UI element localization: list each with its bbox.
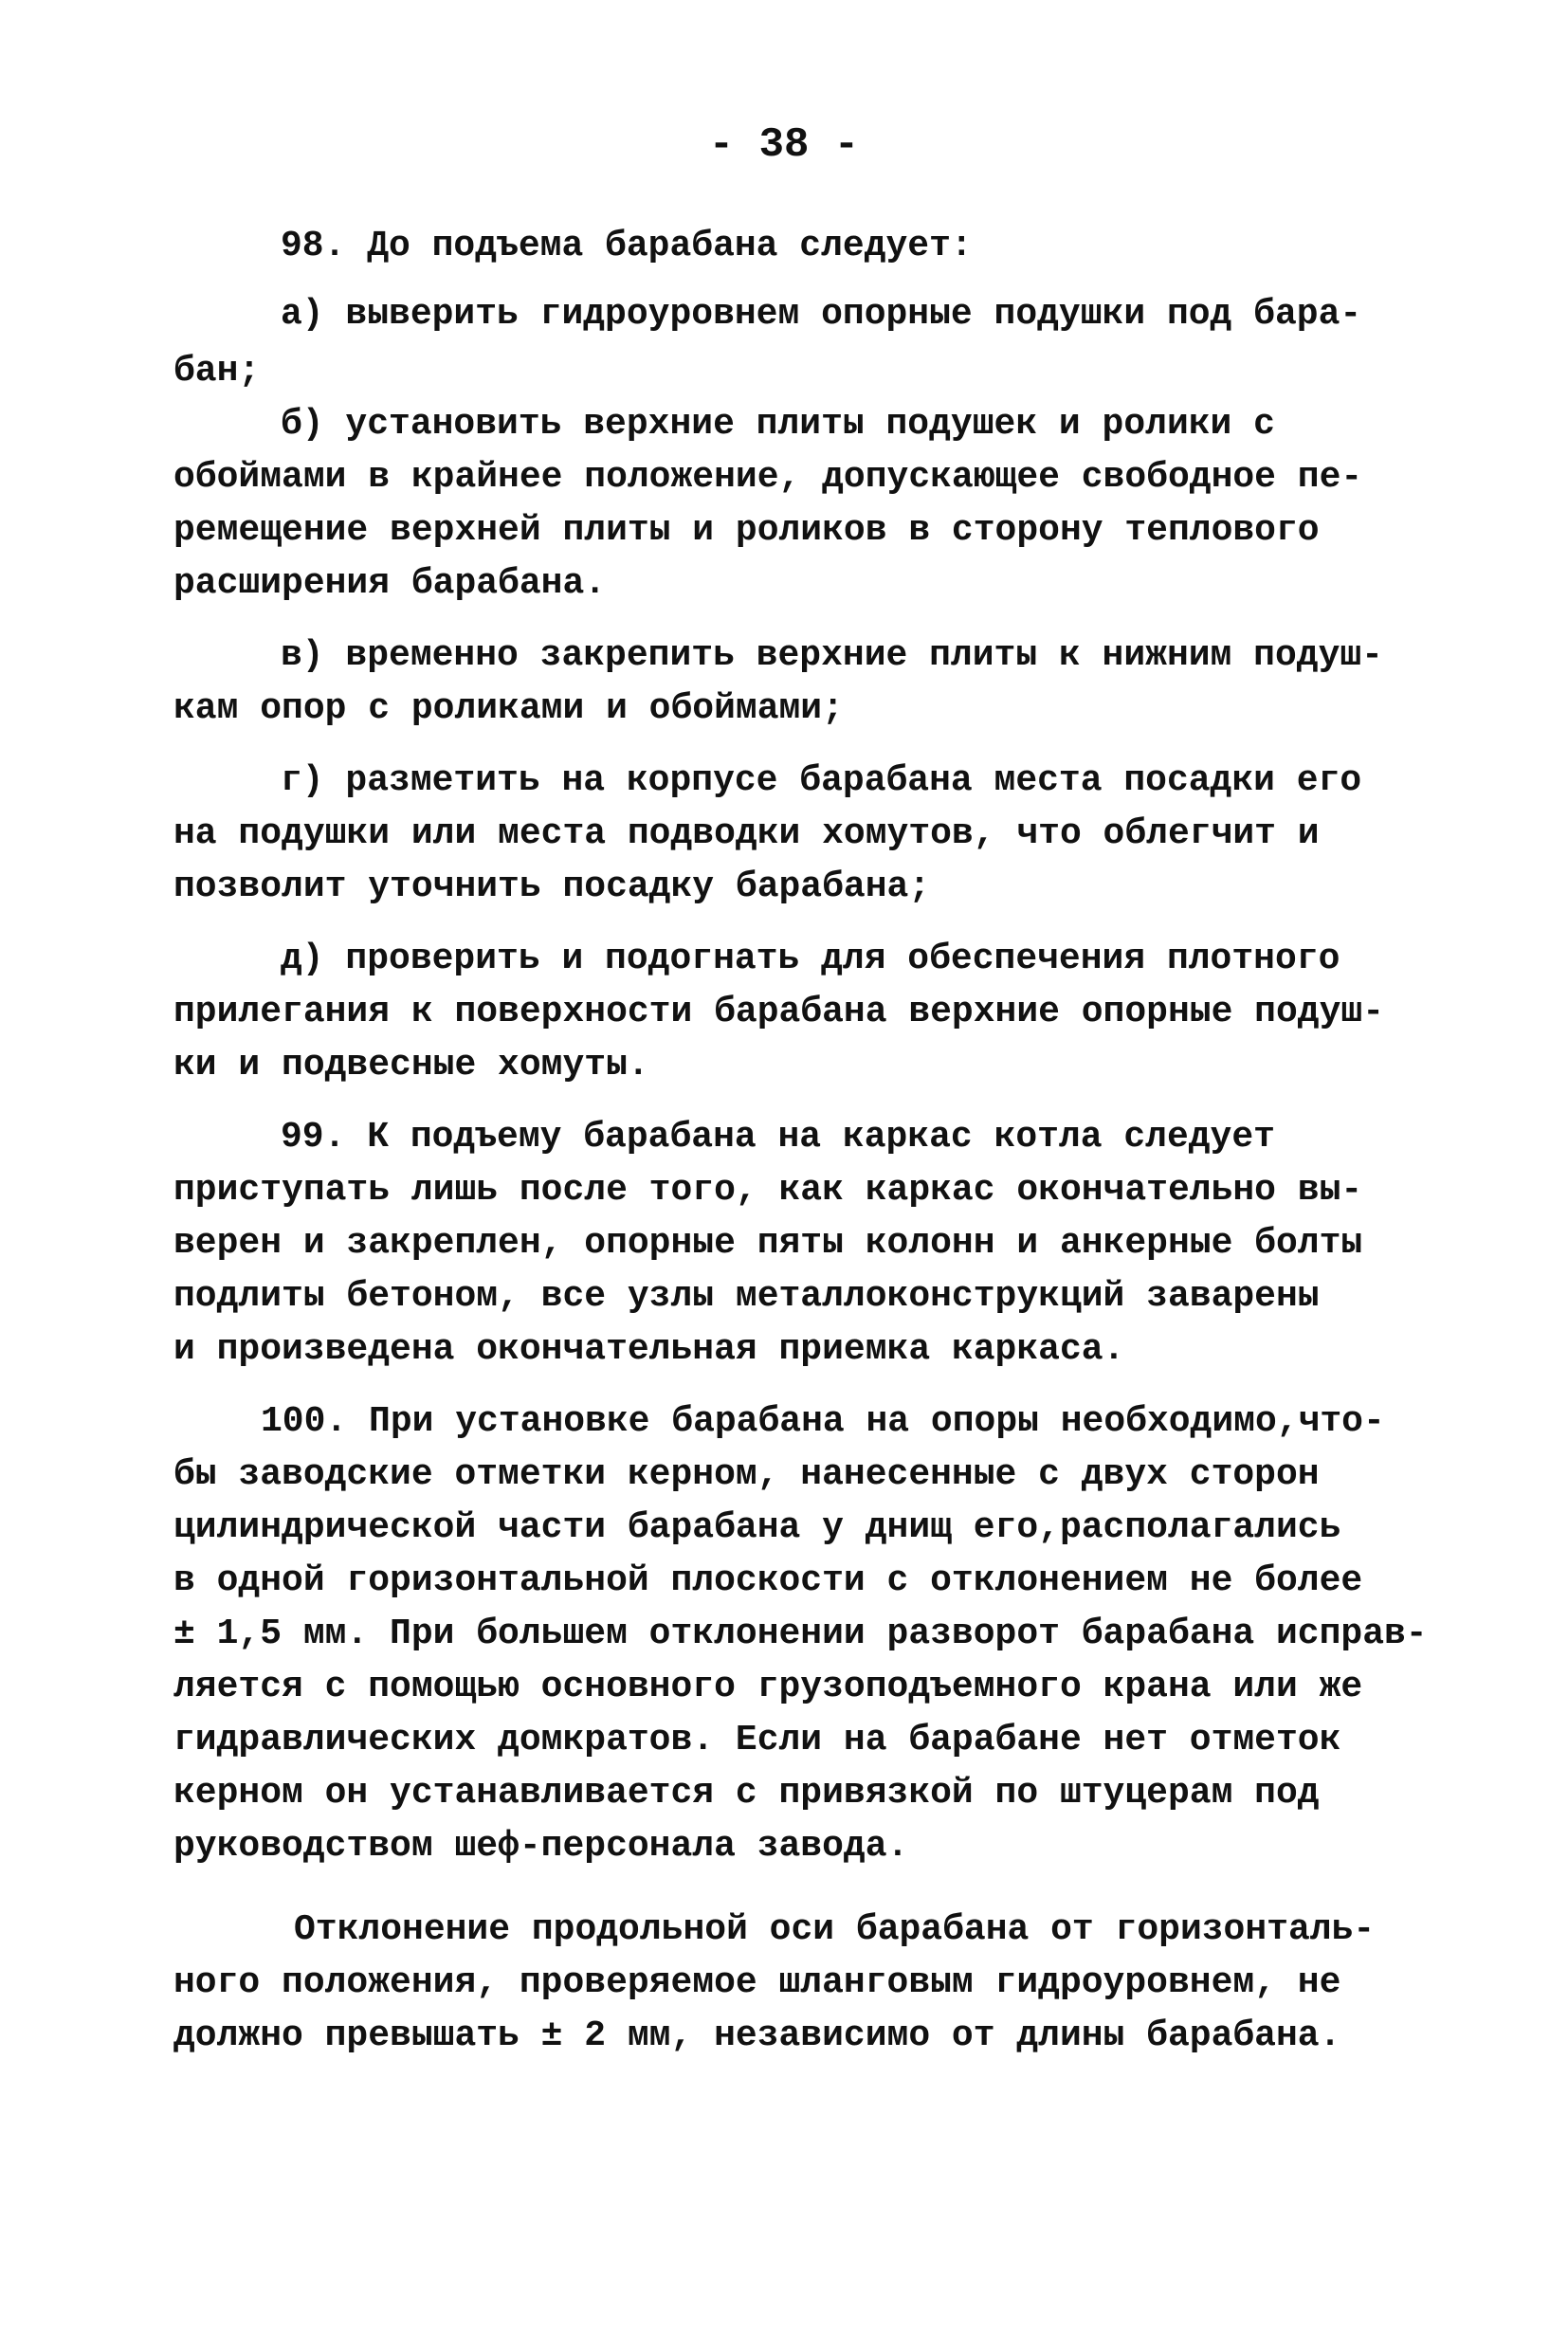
para-100-line-9: руководством шеф-персонала завода.: [173, 1826, 909, 1867]
item-d-line-2: прилегания к поверхности барабана верхние опорные подуш-: [173, 992, 1385, 1032]
para-100-line-6: ляется с помощью основного грузоподъемного крана или же: [173, 1667, 1363, 1707]
para-99-line-3: верен и закреплен, опорные пяты колонн и анкерные болты: [173, 1223, 1363, 1264]
para-99-line-1: 99. К подъему барабана на каркас котла следует: [281, 1117, 1275, 1158]
para-100-line-1: 100. При установке барабана на опоры необходимо,что-: [261, 1401, 1385, 1442]
item-b-line-4: расширения барабана.: [173, 563, 607, 604]
para-100-line-2: бы заводские отметки керном, нанесенные с двух сторон: [173, 1454, 1320, 1495]
para-100-line-7: гидравлических домкратов. Если на барабане нет отметок: [173, 1720, 1341, 1760]
item-d-line-1: д) проверить и подогнать для обеспечения плотного: [281, 939, 1340, 979]
para-100-line-3: цилиндрической части барабана у днищ его,располагались: [173, 1507, 1341, 1548]
para-98-line-1: 98. До подъема барабана следует:: [281, 226, 973, 266]
item-v-line-1: в) временно закрепить верхние плиты к нижним подуш-: [281, 635, 1383, 676]
final-para-line-1: Отклонение продольной оси барабана от горизонталь-: [294, 1909, 1376, 1950]
para-99-line-5: и произведена окончательная приемка каркаса.: [173, 1329, 1125, 1370]
item-b-line-2: обоймами в крайнее положение, допускающее свободное пе-: [173, 457, 1363, 498]
para-99-line-4: подлиты бетоном, все узлы металлоконструкций заварены: [173, 1276, 1320, 1317]
para-100-line-4: в одной горизонтальной плоскости с отклонением не более: [173, 1560, 1363, 1601]
para-99-line-2: приступать лишь после того, как каркас окончательно вы-: [173, 1170, 1363, 1211]
item-a-line-2: бан;: [173, 351, 261, 392]
item-v-line-2: кам опор с роликами и обоймами;: [173, 688, 844, 729]
para-100-line-8: керном он устанавливается с привязкой по штуцерам под: [173, 1773, 1320, 1814]
page-number: - 38 -: [708, 121, 860, 169]
item-g-line-3: позволит уточнить посадку барабана;: [173, 866, 931, 907]
item-a-line-1: а) выверить гидроуровнем опорные подушки под бара-: [281, 294, 1362, 335]
para-100-line-5: ± 1,5 мм. При большем отклонении разворот барабана исправ-: [173, 1614, 1428, 1654]
final-para-line-3: должно превышать ± 2 мм, независимо от длины барабана.: [173, 2015, 1341, 2056]
item-d-line-3: ки и подвесные хомуты.: [173, 1045, 649, 1085]
final-para-line-2: ного положения, проверяемое шланговым гидроуровнем, не: [173, 1962, 1341, 2003]
item-g-line-2: на подушки или места подводки хомутов, что облегчит и: [173, 813, 1320, 854]
item-b-line-1: б) установить верхние плиты подушек и ролики с: [281, 404, 1275, 445]
item-b-line-3: ремещение верхней плиты и роликов в сторону теплового: [173, 510, 1320, 551]
item-g-line-1: г) разметить на корпусе барабана места посадки его: [281, 760, 1362, 801]
